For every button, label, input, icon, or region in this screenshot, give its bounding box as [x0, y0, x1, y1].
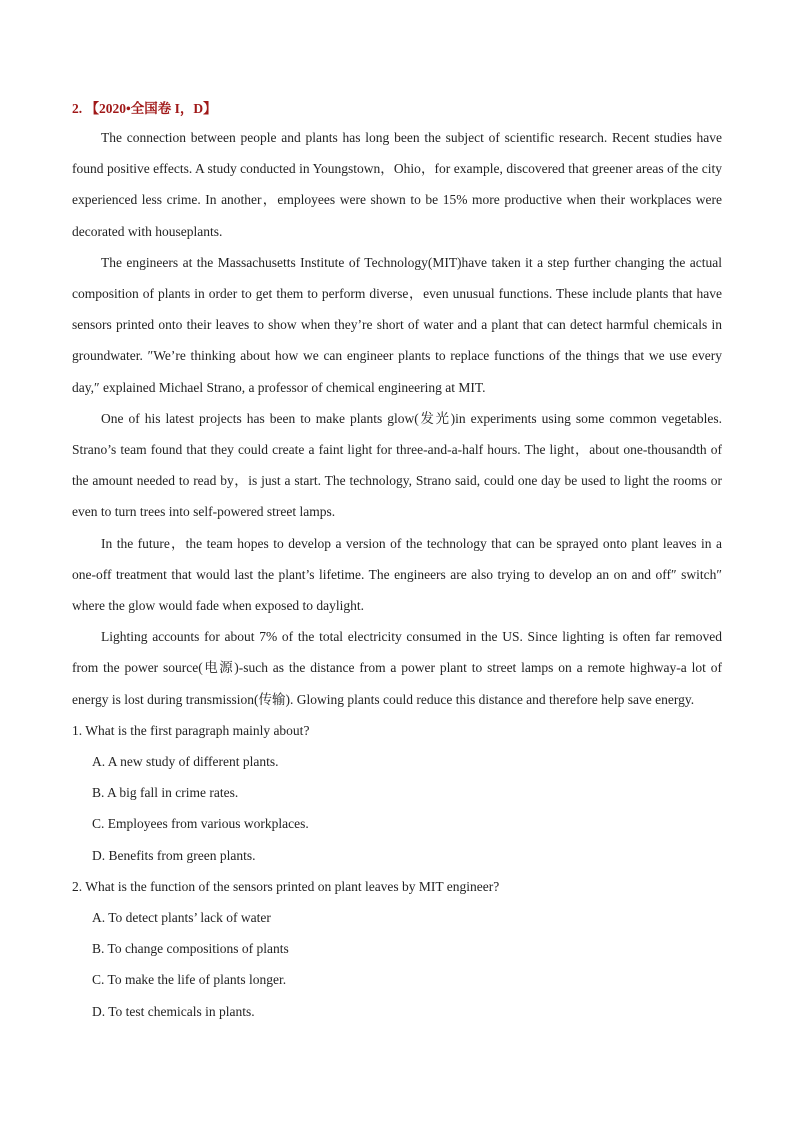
answer-option-c: C. To make the life of plants longer. [92, 972, 287, 988]
passage-paragraph-3: One of his latest projects has been to make plants glow(发光)in experiments using some common vegetables. Strano’s team found that they could create a faint light for three-and-a-half hours. The light，about one-thousandth of the amount needed to read by，is just a start. The technology, Strano said, could one day be used to light the rooms or even to turn trees into self-powered street lamps. [72, 410, 722, 520]
question-stem: 1. What is the first paragraph mainly about? [72, 722, 310, 738]
passage-paragraph-2: The engineers at the Massachusetts Institute of Technology(MIT)have taken it a step further changing the actual composition of plants in order to get them to perform diverse，even unusual functions. These include plants that have sensors printed onto their leaves to show when they’re short of water and a plant that can detect harmful chemicals in groundwater. ″We’re thinking about how we can engineer plants to replace functions of the things that we use every day,″ explained Michael Strano, a professor of chemical engineering at MIT. [72, 254, 722, 395]
question-header: 2. 【2020•全国卷 I，D】 [72, 101, 217, 116]
question-1 [72, 715, 722, 871]
question-2 [72, 871, 722, 1027]
answer-option-b: B. A big fall in crime rates. [92, 785, 239, 801]
passage [72, 122, 722, 715]
question-stem: 2. What is the function of the sensors printed on plant leaves by MIT engineer? [72, 878, 500, 894]
answer-option-a: A. To detect plants’ lack of water [92, 910, 271, 926]
document-page [72, 96, 722, 1027]
passage-paragraph-4: In the future，the team hopes to develop a version of the technology that can be sprayed onto plant leaves in a one-off treatment that would last the plant’s lifetime. The engineers are also trying to develop an on and off″ switch″ where the glow would fade when exposed to daylight. [72, 535, 722, 614]
answer-option-a: A. A new study of different plants. [92, 754, 279, 770]
passage-paragraph-1: The connection between people and plants has long been the subject of scientific research. Recent studies have found positive effects. A study conducted in Youngstown，Ohio，for example, discovered that greener areas of the city experienced less crime. In another，employees were shown to be 15% more productive when their workplaces were decorated with houseplants. [72, 130, 722, 239]
answer-option-d: D. To test chemicals in plants. [92, 1003, 255, 1019]
answer-option-d: D. Benefits from green plants. [92, 847, 256, 863]
answer-option-c: C. Employees from various workplaces. [92, 816, 309, 832]
answer-option-b: B. To change compositions of plants [92, 941, 289, 957]
passage-paragraph-5: Lighting accounts for about 7% of the total electricity consumed in the US. Since lighting is often far removed from the power source(电源)-such as the distance from a power plant to street lamps on a remote highway-a lot of energy is lost during transmission(传输). Glowing plants could reduce this distance and therefore help save energy. [72, 629, 722, 707]
